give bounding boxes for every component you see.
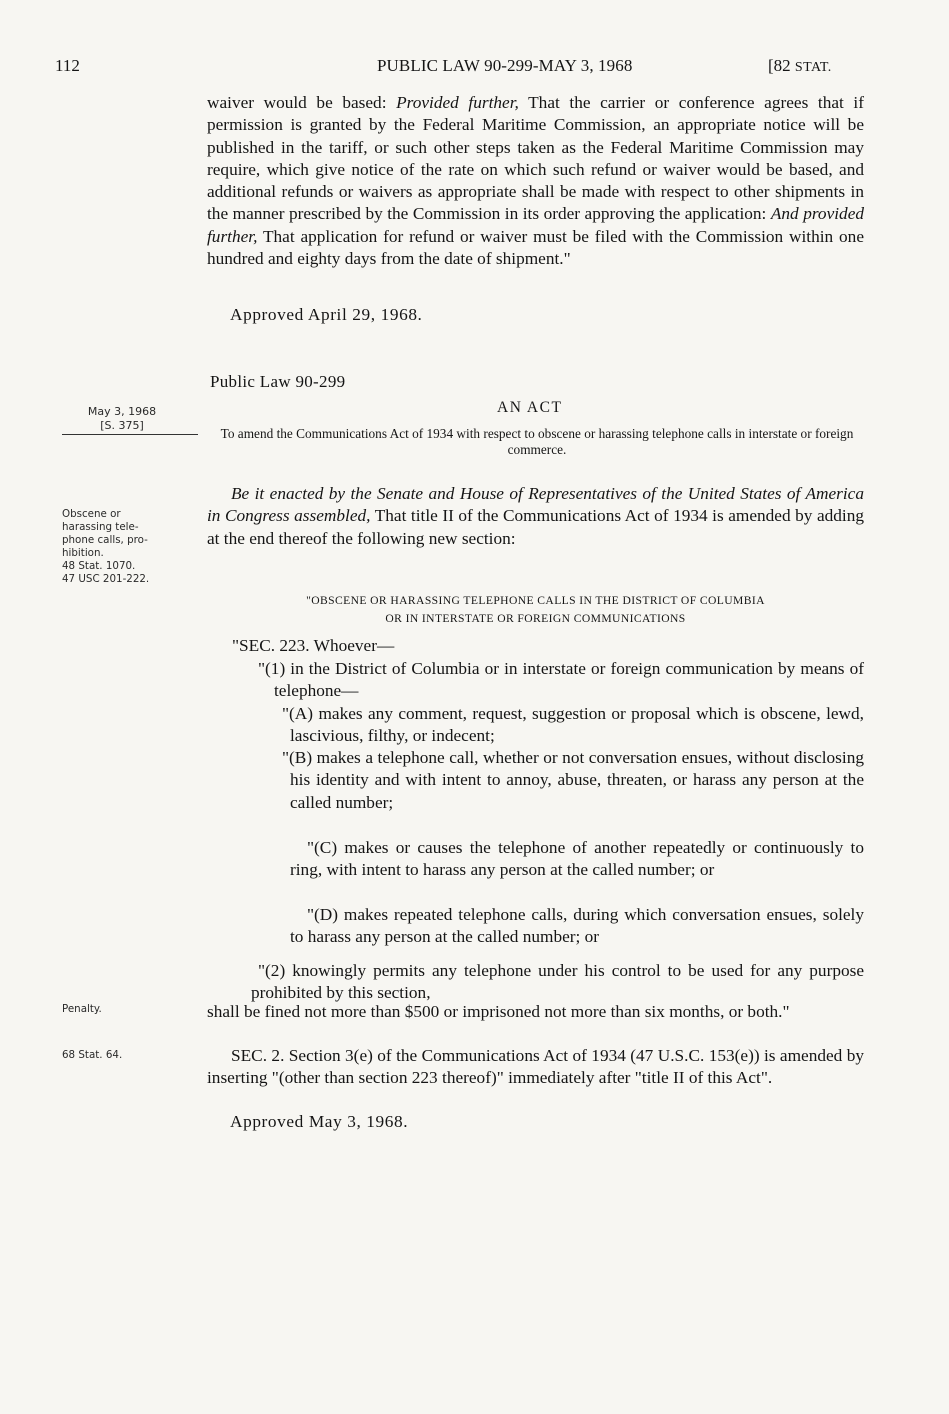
approved-april: Approved April 29, 1968.	[230, 305, 423, 324]
continuation-text-3: That application for refund or waiver must be filed with the Commission within one hundred and eighty days from the date of shipment."	[207, 226, 864, 269]
section-heading	[207, 592, 864, 628]
para-A	[282, 703, 864, 748]
section-2	[207, 1045, 864, 1090]
margin-rule	[62, 434, 198, 435]
volume-citation	[768, 56, 832, 76]
act-purpose: To amend the Communications Act of 1934 with respect to obscene or harassing telephone calls in interstate or foreign commerce.	[220, 426, 854, 457]
section-2-text: SEC. 2. Section 3(e) of the Communications Act of 1934 (47 U.S.C. 153(e)) is amended by inserting "(other than section 223 thereof)" immediately after "title II of this Act".	[207, 1046, 864, 1088]
margin-cite-1: 48 Stat. 1070.	[62, 560, 136, 572]
section-heading-line-1: "OBSCENE OR HARASSING TELEPHONE CALLS IN THE DISTRICT OF COLUMBIA	[306, 594, 765, 607]
public-law-label: Public Law 90-299	[210, 372, 346, 391]
continuation-italic-1: Provided further,	[396, 93, 519, 112]
sec-223-lead: "SEC. 223. Whoever—	[232, 636, 395, 655]
running-title: PUBLIC LAW 90-299-MAY 3, 1968	[377, 56, 633, 75]
para-B	[282, 747, 864, 814]
margin-bill: [S. 375]	[100, 419, 144, 432]
penalty-clause: shall be fined not more than $500 or imprisoned not more than six months, or both."	[207, 1002, 790, 1021]
continuation-text-2: That the carrier or conference agrees that if permission is granted by the Federal Maritime Commission, an appropriate notice will be published in the tariff, or such other steps taken as the Federal Maritime Commission may require, which give notice of the rate on which such refund or waiver would be based, and additional refunds or waivers as appropriate shall be made with respect to other shipments in the manner prescribed by the Commission in its order approving the application:	[207, 93, 864, 224]
margin-cite-3: 68 Stat. 64.	[62, 1049, 123, 1061]
margin-date-block	[62, 405, 182, 433]
enacting-italic: Be it enacted by the Senate and House of Representatives of the United States of America in Congress assembled,	[207, 484, 864, 526]
para-1	[258, 658, 864, 703]
para-D-text: "(D) makes repeated telephone calls, during which conversation ensues, solely to harass any person at the called number; or	[290, 905, 864, 947]
margin-penalty: Penalty.	[62, 1003, 102, 1015]
para-C-text: "(C) makes or causes the telephone of another repeatedly or continuously to ring, with intent to harass any person at the called number; or	[290, 838, 864, 880]
para-A-text: "(A) makes any comment, request, suggestion or proposal which is obscene, lewd, lascivious, filthy, or indecent;	[282, 704, 864, 746]
margin-cite-2: 47 USC 201-222.	[62, 573, 150, 585]
para-D	[290, 904, 864, 949]
para-2	[251, 960, 864, 1005]
para-2-text: "(2) knowingly permits any telephone under his control to be used for any purpose prohibited by this section,	[251, 961, 864, 1003]
act-heading: AN ACT	[497, 399, 563, 416]
para-B-text: "(B) makes a telephone call, whether or not conversation ensues, without disclosing his identity and with intent to annoy, abuse, threaten, or harass any person at the called number;	[282, 748, 864, 812]
margin-topic-1: Obscene or	[62, 508, 121, 520]
volume-prefix: [82	[768, 56, 791, 75]
approved-may: Approved May 3, 1968.	[230, 1112, 409, 1131]
enacting-clause	[207, 483, 864, 550]
margin-topic-4: hibition.	[62, 547, 104, 559]
para-C	[290, 837, 864, 882]
margin-topic-2: harassing tele-	[62, 521, 139, 533]
volume-suffix: STAT.	[794, 60, 832, 75]
margin-date: May 3, 1968	[87, 405, 157, 418]
continuation-paragraph	[207, 92, 864, 270]
continuation-italic-2: And provided further,	[207, 204, 864, 246]
page-number: 112	[55, 56, 80, 75]
enacting-rest: That title II of the Communications Act of 1934 is amended by adding at the end thereof the following new section:	[207, 506, 864, 548]
continuation-text-1: waiver would be based:	[207, 93, 397, 112]
para-1-text: "(1) in the District of Columbia or in interstate or foreign communication by means of telephone—	[258, 659, 864, 701]
section-heading-line-2: OR IN INTERSTATE OR FOREIGN COMMUNICATIONS	[385, 612, 686, 625]
margin-topic-3: phone calls, pro-	[62, 534, 148, 546]
margin-topic	[62, 508, 182, 586]
